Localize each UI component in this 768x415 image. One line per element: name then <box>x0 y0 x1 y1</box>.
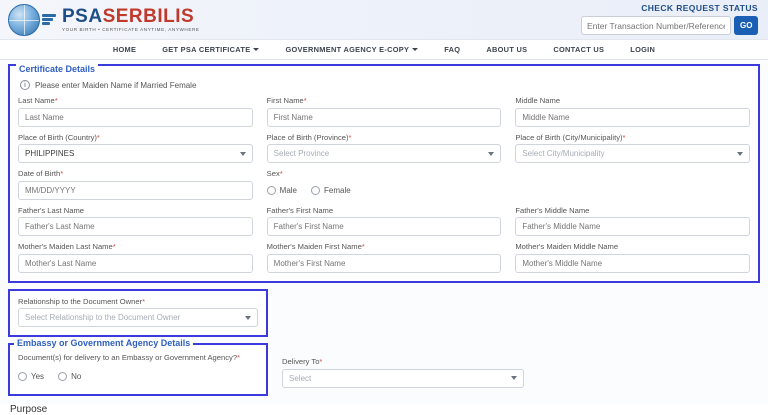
select-value: PHILIPPINES <box>25 149 75 158</box>
field-relationship <box>18 297 258 328</box>
label-first-name: First Name* <box>266 96 307 105</box>
label-fathers-middle-name: Father's Middle Name <box>515 205 590 215</box>
label-delivery-to: Delivery To* <box>282 357 323 366</box>
certificate-fields-grid <box>18 96 750 273</box>
embassy-radio-yes[interactable] <box>18 372 44 381</box>
label-place-of-birth-country: Place of Birth (Country)* <box>18 132 100 142</box>
label-fathers-first-name: Father's First Name <box>266 205 334 215</box>
radio-icon <box>58 372 67 381</box>
delivery-to-wrapper <box>282 343 524 396</box>
check-request-status-label: CHECK REQUEST STATUS <box>641 3 758 13</box>
fathers-last-name-input[interactable] <box>18 217 253 236</box>
nav-label: ABOUT US <box>486 45 528 54</box>
section-title-embassy: Embassy or Government Agency Details <box>14 338 193 348</box>
field-fathers-middle-name <box>515 206 750 237</box>
nav-label: FAQ <box>444 45 461 54</box>
place-of-birth-city-select[interactable] <box>515 144 750 163</box>
chevron-down-icon <box>253 48 259 51</box>
label-last-name: Last Name* <box>18 96 58 105</box>
brand-tagline: YOUR BIRTH • CERTIFICATE ANYTIME, ANYWHERE <box>62 27 200 33</box>
relationship-select[interactable] <box>18 308 258 327</box>
chevron-down-icon <box>488 152 494 156</box>
label-relationship: Relationship to the Document Owner* <box>18 296 146 306</box>
nav-item-contact-us[interactable] <box>553 45 604 54</box>
nav-item-login[interactable] <box>630 45 655 54</box>
field-middle-name <box>515 96 750 127</box>
radio-label: No <box>71 372 82 381</box>
date-of-birth-input[interactable] <box>18 181 253 200</box>
nav-label: GET PSA CERTIFICATE <box>162 45 251 54</box>
radio-icon <box>311 186 320 195</box>
certificate-details-section <box>8 64 760 283</box>
radio-label: Male <box>279 185 297 195</box>
label-mothers-maiden-middle-name: Mother's Maiden Middle Name <box>515 242 619 251</box>
field-sex <box>267 169 502 200</box>
field-mothers-maiden-middle-name <box>515 242 750 273</box>
purpose-title: Purpose <box>10 404 48 415</box>
radio-icon <box>267 186 276 195</box>
relationship-section <box>8 289 268 338</box>
embassy-radio-no[interactable] <box>58 372 81 381</box>
field-place-of-birth-country <box>18 133 253 164</box>
section-title-certificate-details: Certificate Details <box>16 64 98 74</box>
label-mothers-maiden-last-name: Mother's Maiden Last Name* <box>18 242 116 251</box>
middle-name-input[interactable] <box>515 108 750 127</box>
chevron-down-icon <box>412 48 418 51</box>
mothers-maiden-last-name-input[interactable] <box>18 254 253 273</box>
place-of-birth-country-select[interactable] <box>18 144 253 163</box>
fathers-first-name-input[interactable] <box>267 217 502 236</box>
nav-label: HOME <box>112 45 137 54</box>
go-button[interactable]: GO <box>734 16 758 35</box>
nav-label: LOGIN <box>630 45 656 54</box>
field-fathers-last-name <box>18 206 253 237</box>
sex-radio-female[interactable] <box>311 186 351 195</box>
transaction-number-input[interactable] <box>581 16 731 35</box>
nav-item-home[interactable] <box>113 45 136 54</box>
chevron-down-icon <box>511 376 517 380</box>
last-name-input[interactable] <box>18 108 253 127</box>
select-value: Select Relationship to the Document Owner <box>25 313 181 322</box>
label-place-of-birth-city: Place of Birth (City/Municipality)* <box>515 132 626 142</box>
field-spacer <box>515 169 750 200</box>
field-date-of-birth <box>18 169 253 200</box>
globe-icon <box>8 4 40 36</box>
embassy-radio-group <box>18 367 258 386</box>
field-delivery-to <box>282 357 524 388</box>
maiden-name-note <box>20 80 750 90</box>
label-middle-name: Middle Name <box>515 96 561 105</box>
select-value: Select <box>289 373 312 383</box>
select-value: Select Province <box>273 149 330 158</box>
fathers-middle-name-input[interactable] <box>515 217 750 236</box>
select-value: Select City/Municipality <box>522 149 605 158</box>
label-sex: Sex* <box>266 169 283 178</box>
radio-label: Yes <box>31 372 45 381</box>
label-mothers-maiden-first-name: Mother's Maiden First Name* <box>266 242 365 251</box>
brand-text <box>62 7 200 33</box>
nav-item-about-us[interactable] <box>486 45 527 54</box>
mothers-maiden-middle-name-input[interactable] <box>515 254 750 273</box>
logo[interactable] <box>8 4 200 36</box>
nav-item-faq[interactable] <box>444 45 460 54</box>
info-icon: i <box>20 80 30 90</box>
chevron-down-icon <box>737 152 743 156</box>
brand-psa: PSA <box>62 6 103 28</box>
embassy-section-wrapper <box>8 338 760 396</box>
chevron-down-icon <box>245 316 251 320</box>
place-of-birth-province-select[interactable] <box>267 144 502 163</box>
radio-label: Female <box>324 185 351 195</box>
embassy-section <box>8 338 268 396</box>
field-fathers-first-name <box>267 206 502 237</box>
radio-icon <box>18 372 27 381</box>
field-place-of-birth-city <box>515 133 750 164</box>
field-last-name <box>18 96 253 127</box>
nav-label: CONTACT US <box>553 45 605 54</box>
arrow-icon <box>42 13 58 27</box>
brand-serbilis: SERBILIS <box>102 6 195 28</box>
main-navigation <box>0 40 768 60</box>
embassy-question: Document(s) for delivery to an Embassy or Government Agency?* <box>18 353 241 362</box>
maiden-name-note-text: Please enter Maiden Name if Married Female <box>35 80 197 90</box>
delivery-to-select[interactable] <box>282 369 524 388</box>
label-place-of-birth-province: Place of Birth (Province)* <box>266 132 352 142</box>
mothers-maiden-first-name-input[interactable] <box>267 254 502 273</box>
label-date-of-birth: Date of Birth* <box>18 169 64 178</box>
first-name-input[interactable] <box>267 108 502 127</box>
field-mothers-maiden-first-name <box>267 242 502 273</box>
field-mothers-maiden-last-name <box>18 242 253 273</box>
form-body <box>0 60 768 415</box>
site-header <box>0 0 768 40</box>
sex-radio-group <box>267 181 502 200</box>
nav-item-get-psa-certificate[interactable] <box>162 45 259 54</box>
field-first-name <box>267 96 502 127</box>
chevron-down-icon <box>240 152 246 156</box>
sex-radio-male[interactable] <box>267 186 297 195</box>
check-request-status <box>581 3 758 35</box>
field-place-of-birth-province <box>267 133 502 164</box>
nav-label: GOVERNMENT AGENCY E-COPY <box>285 45 410 54</box>
nav-item-government-agency-ecopy[interactable] <box>285 45 418 54</box>
label-fathers-last-name: Father's Last Name <box>18 205 85 215</box>
